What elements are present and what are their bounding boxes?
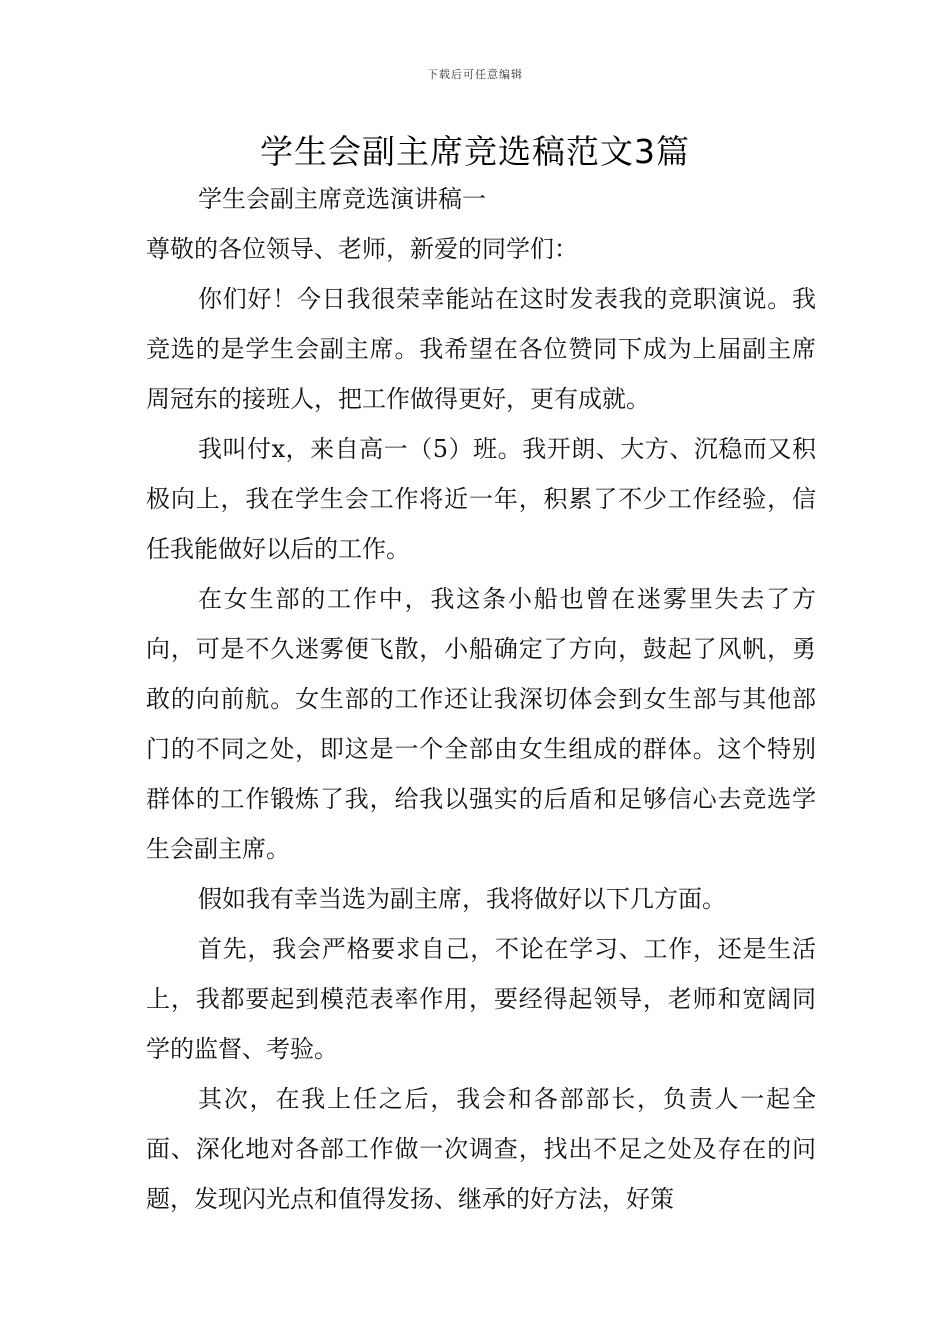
paragraph: 首先，我会严格要求自己，不论在学习、工作，还是生活上，我都要起到模范表率作用，要经得起领导，老师和宽阔同学的监督、考验。	[146, 935, 816, 1063]
paragraph: 其次，在我上任之后，我会和各部部长，负责人一起全面、深化地对各部工作做一次调查，找出不足之处及存在的问题，发现闪光点和值得发扬、继承的好方法，好策	[146, 1085, 816, 1213]
paragraph: 我叫付x，来自高一（5）班。我开朗、大方、沉稳而又积极向上，我在学生会工作将近一年，积累了不少工作经验，信任我能做好以后的工作。	[146, 435, 816, 563]
document-title: 学生会副主席竞选稿范文3篇	[260, 132, 690, 171]
document-subtitle: 学生会副主席竞选演讲稿一	[198, 185, 486, 213]
paragraph: 你们好！今日我很荣幸能站在这时发表我的竞职演说。我竞选的是学生会副主席。我希望在各位赞同下成为上届副主席周冠东的接班人，把工作做得更好，更有成就。	[146, 285, 816, 413]
salutation: 尊敬的各位领导、老师，新爱的同学们：	[146, 235, 578, 263]
header-note: 下载后可任意编辑	[427, 68, 523, 81]
document-body	[146, 174, 816, 1224]
paragraph: 假如我有幸当选为副主席，我将做好以下几方面。	[198, 885, 726, 913]
paragraph: 在女生部的工作中，我这条小船也曾在迷雾里失去了方向，可是不久迷雾便飞散，小船确定了方向，鼓起了风帆，勇敢的向前航。女生部的工作还让我深切体会到女生部与其他部门的不同之处，即这是一个全部由女生组成的群体。这个特别群体的工作锻炼了我，给我以强实的后盾和足够信心去竞选学生会副主席。	[146, 585, 816, 863]
